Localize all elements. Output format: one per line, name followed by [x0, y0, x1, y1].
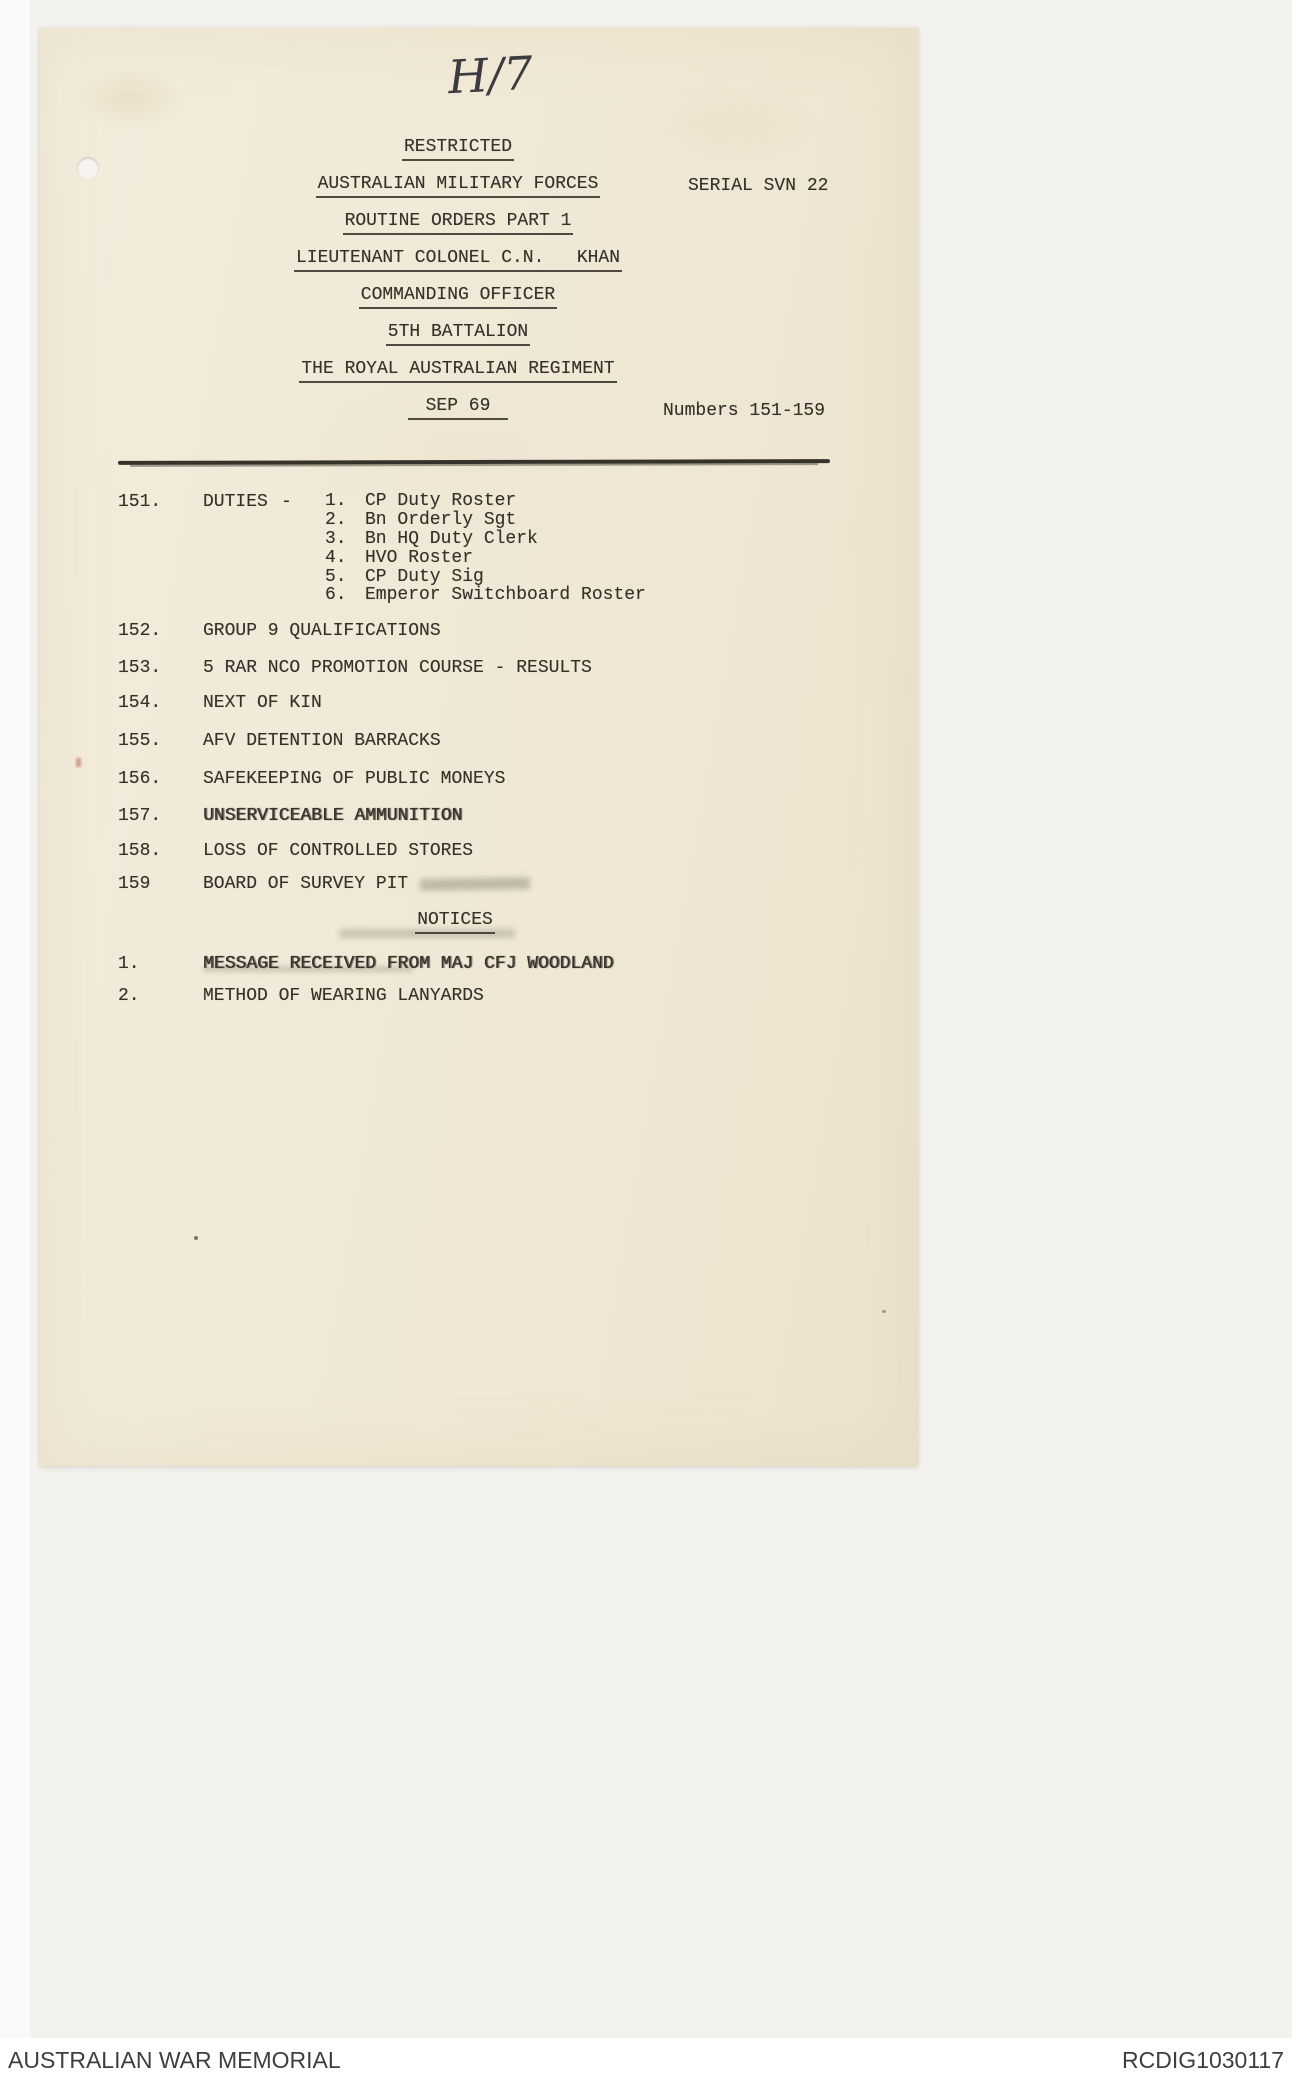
notice-row-2 [118, 986, 878, 1006]
duty-item [325, 530, 805, 549]
order-number: 155. [118, 731, 162, 751]
duty-text: CP Duty Roster [365, 491, 517, 511]
order-row-154 [118, 693, 878, 713]
order-number: 157. [118, 806, 162, 826]
duty-text: Emperor Switchboard Roster [365, 585, 646, 606]
paper-speck [882, 1310, 886, 1313]
order-number: 158. [118, 841, 162, 861]
numbers-range: Numbers 151-159 [663, 401, 826, 421]
order-title: 5 RAR NCO PROMOTION COURSE - RESULTS [203, 658, 592, 678]
document-header [158, 137, 758, 433]
ink-smudge [203, 966, 413, 972]
order-row-152 [118, 621, 878, 641]
duty-item [325, 492, 805, 511]
hole-punch [77, 157, 99, 179]
order-title: UNSERVICEABLE AMMUNITION [203, 806, 463, 826]
scan-edge-strip [0, 0, 30, 2082]
order-title: NEXT OF KIN [203, 693, 322, 713]
order-row-158 [118, 841, 878, 861]
duty-number: 1. [325, 491, 347, 511]
notice-number: 2. [118, 986, 140, 1006]
header-line-text: RESTRICTED [402, 137, 514, 161]
duty-number: 3. [325, 528, 347, 549]
order-row-153 [118, 658, 878, 678]
header-line [158, 137, 758, 159]
header-line-text: COMMANDING OFFICER [359, 285, 557, 309]
order-row-157 [118, 806, 878, 826]
header-line [158, 322, 758, 344]
notice-text: MESSAGE RECEIVED FROM MAJ CFJ WOODLAND [203, 954, 614, 974]
duty-number: 2. [325, 509, 347, 530]
header-line-text: AUSTRALIAN MILITARY FORCES [316, 174, 601, 198]
order-title: LOSS OF CONTROLLED STORES [203, 841, 474, 861]
notice-number: 1. [118, 954, 140, 974]
order-title: BOARD OF SURVEY PIT [203, 874, 409, 894]
orders-list [118, 492, 878, 1092]
duty-item [325, 568, 805, 587]
duty-number: 5. [325, 566, 347, 587]
duty-number: 4. [325, 547, 347, 568]
ink-smudge [340, 929, 515, 938]
order-number: 154. [118, 693, 162, 713]
duty-number: 6. [325, 585, 347, 606]
notice-text: METHOD OF WEARING LANYARDS [203, 986, 484, 1006]
order-number: 152. [118, 621, 162, 641]
record-id: RCDIG1030117 [1122, 2046, 1284, 2073]
header-line-text: 5TH BATTALION [386, 322, 530, 346]
header-line [158, 248, 758, 270]
header-line-text: SEP 69 [408, 396, 509, 420]
header-line-text: THE ROYAL AUSTRALIAN REGIMENT [299, 359, 616, 383]
header-line [158, 359, 758, 381]
duty-item [325, 549, 805, 568]
header-line [158, 285, 758, 307]
header-line [158, 174, 758, 196]
order-title: AFV DETENTION BARRACKS [203, 731, 441, 751]
ink-smudge [420, 877, 530, 891]
order-row-155 [118, 731, 878, 751]
duty-item [325, 511, 805, 530]
order-number: 156. [118, 769, 162, 789]
duty-text: HVO Roster [365, 547, 474, 568]
serial-number: SERIAL SVN 22 [688, 176, 829, 196]
duty-item [325, 586, 805, 605]
order-row-151 [118, 491, 878, 606]
hand-drawn-divider [118, 459, 830, 465]
order-number: 153. [118, 658, 162, 678]
order-row-156 [118, 769, 878, 789]
notices-heading-text: NOTICES [415, 910, 495, 934]
archive-name: AUSTRALIAN WAR MEMORIAL [8, 2046, 341, 2073]
paper-stain [76, 758, 81, 767]
order-title: DUTIES [203, 492, 268, 512]
order-number: 159 [118, 874, 151, 894]
order-title: GROUP 9 QUALIFICATIONS [203, 621, 441, 641]
duties-sublist [325, 492, 805, 605]
order-dash: - [281, 492, 292, 512]
header-line-text: ROUTINE ORDERS PART 1 [343, 211, 574, 235]
document-page [40, 28, 918, 1466]
archive-footer-bar [0, 2038, 1292, 2082]
paper-speck [194, 1236, 198, 1240]
handwritten-annotation: H/7 [446, 45, 535, 105]
duty-text: Bn HQ Duty Clerk [365, 528, 538, 549]
duty-text: CP Duty Sig [365, 566, 484, 587]
header-line [158, 211, 758, 233]
header-line-text: LIEUTENANT COLONEL C.N. KHAN [294, 248, 622, 272]
order-number: 151. [118, 492, 162, 512]
duty-text: Bn Orderly Sgt [365, 509, 517, 530]
order-title: SAFEKEEPING OF PUBLIC MONEYS [203, 769, 506, 789]
